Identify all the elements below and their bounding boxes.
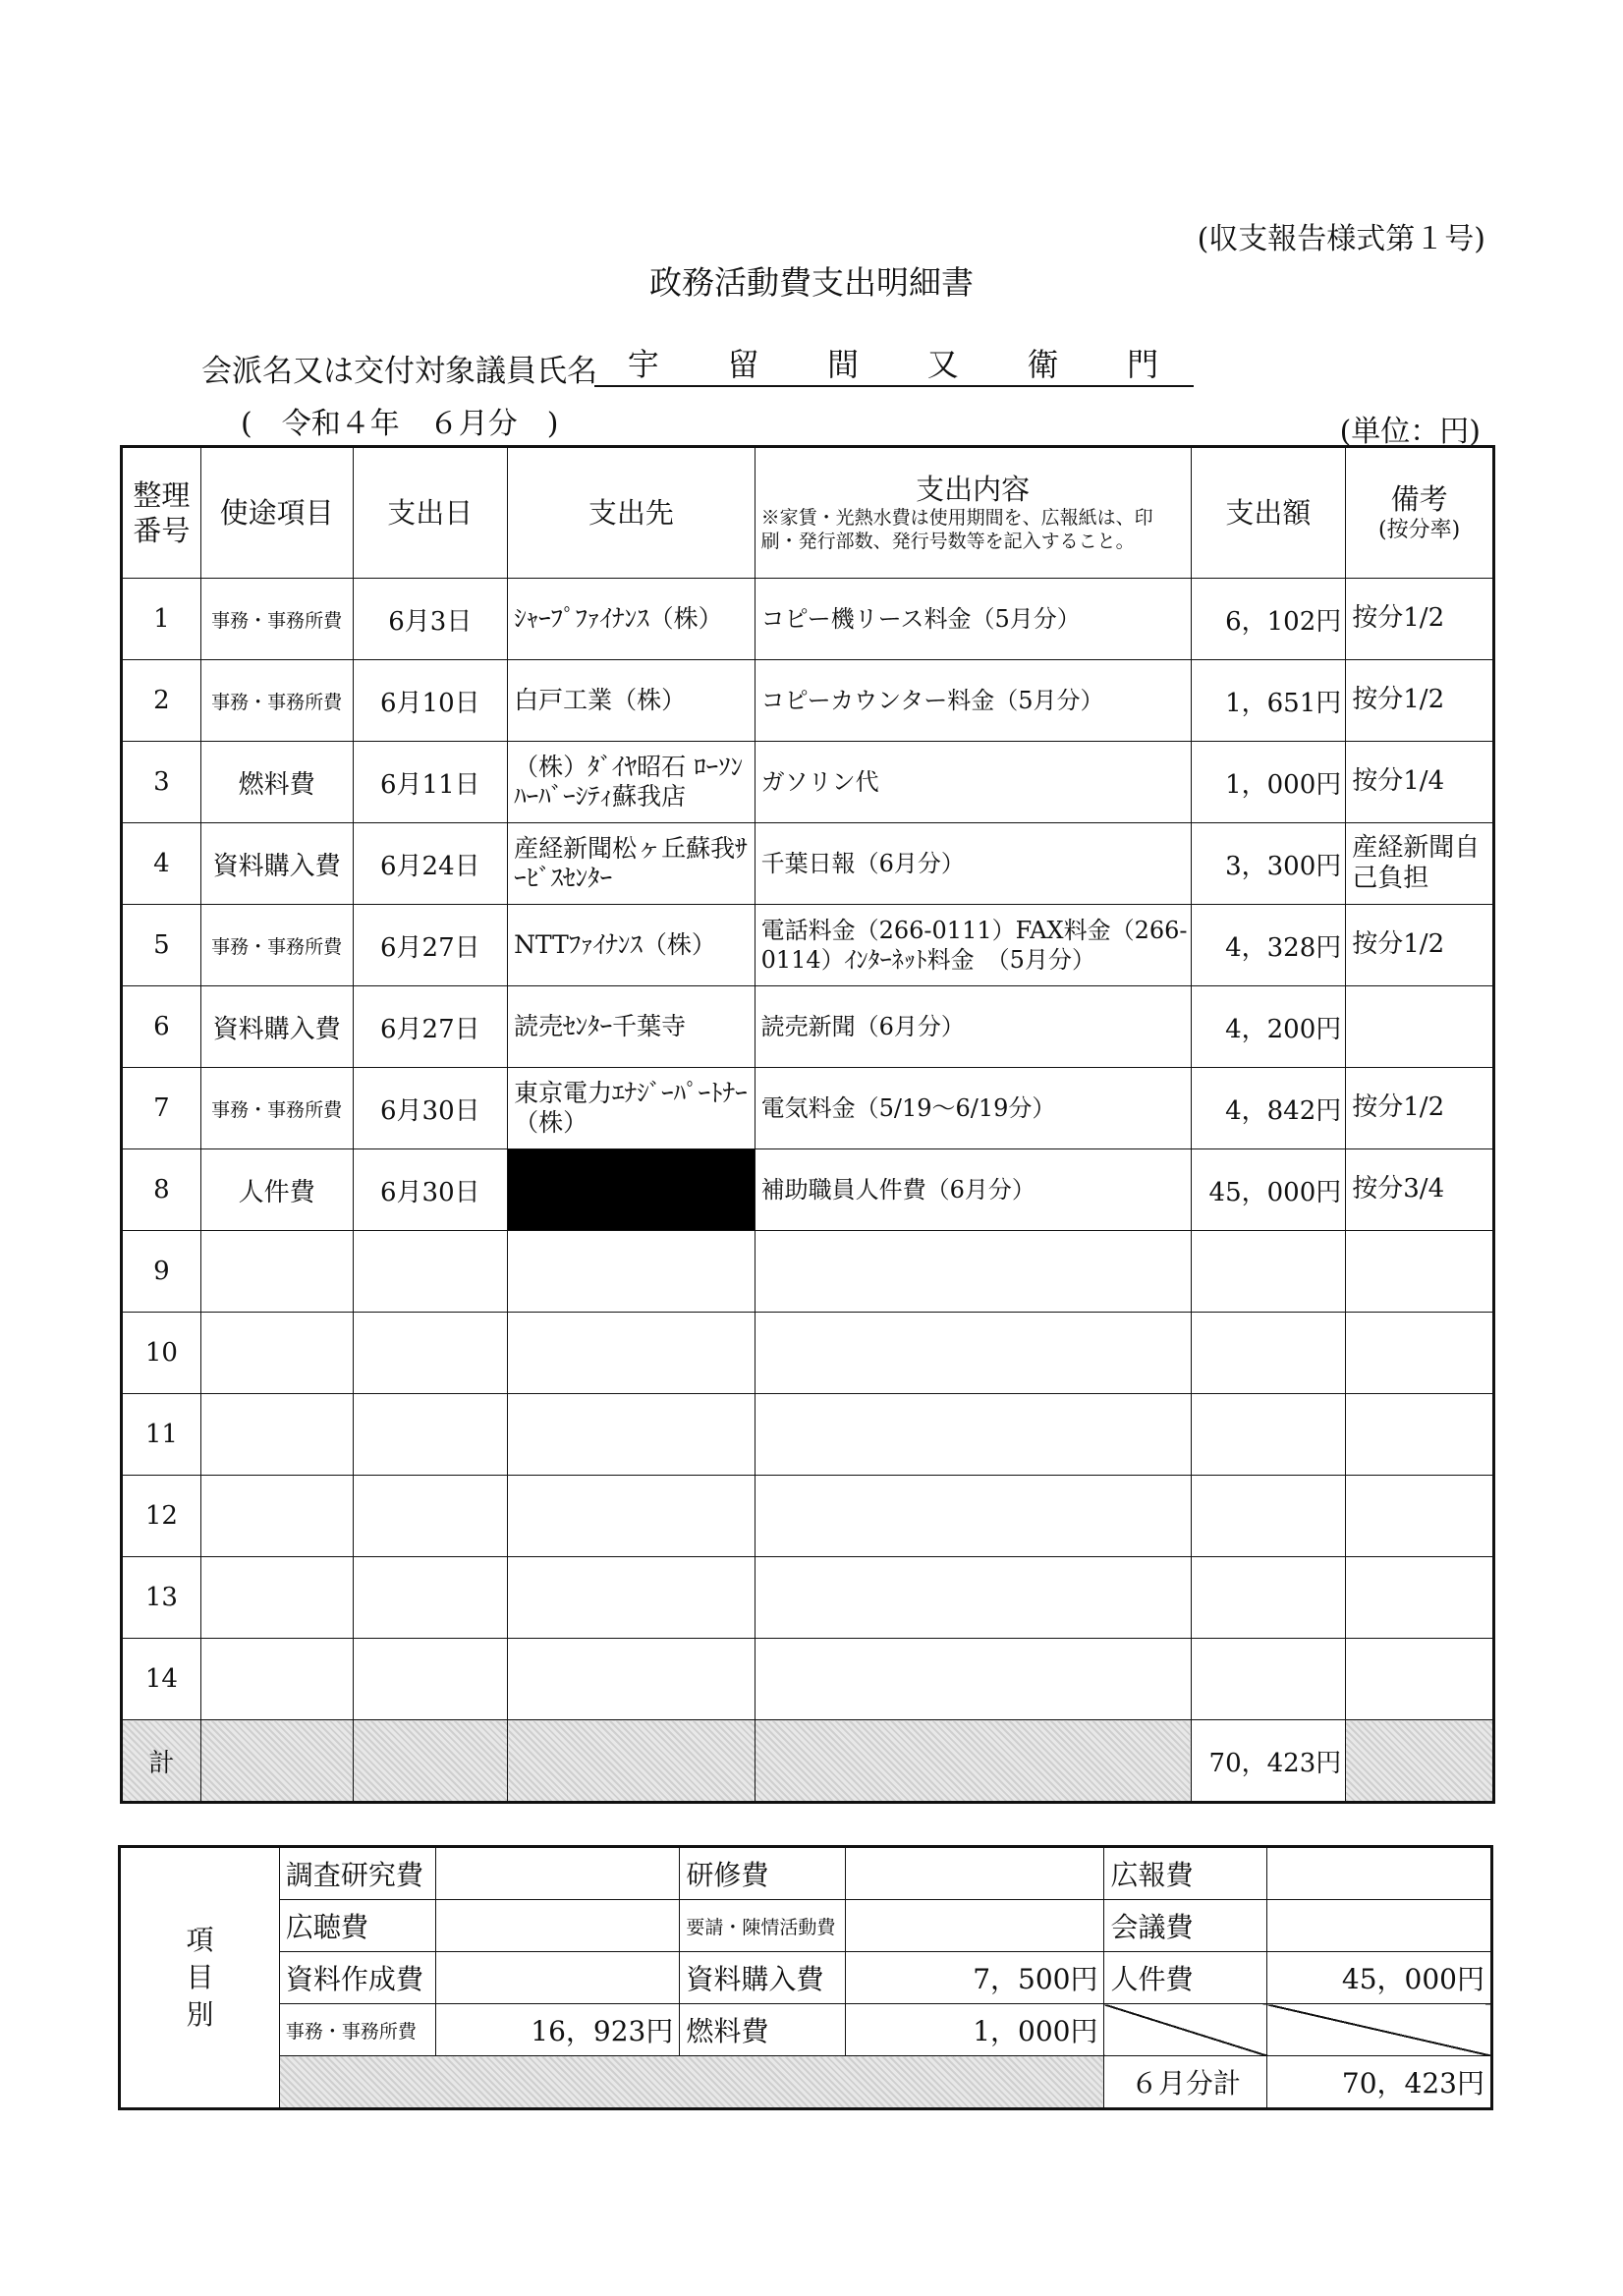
member-name-char: 衛 xyxy=(1027,346,1061,383)
row-number: 2 xyxy=(122,660,201,742)
row-amount xyxy=(1191,1557,1346,1639)
row-payee xyxy=(508,1313,755,1394)
row-note: 按分1/2 xyxy=(1346,660,1494,742)
row-payee xyxy=(508,1639,755,1720)
row-number: 1 xyxy=(122,579,201,660)
row-category: 事務・事務所費 xyxy=(200,1068,353,1149)
row-payee: 白戸工業（株） xyxy=(508,660,755,742)
row-amount xyxy=(1191,1476,1346,1557)
summary-label: 広報費 xyxy=(1104,1847,1267,1900)
row-date xyxy=(353,1231,508,1313)
row-amount: 1，651円 xyxy=(1191,660,1346,742)
summary-row xyxy=(120,1952,1492,2004)
row-amount: 6，102円 xyxy=(1191,579,1346,660)
header-note-sub: (按分率) xyxy=(1378,518,1461,543)
row-payee: ｼｬｰﾌﾟﾌｧｲﾅﾝｽ（株） xyxy=(508,579,755,660)
row-description: 補助職員人件費（6月分） xyxy=(755,1149,1191,1231)
table-row xyxy=(122,1394,1494,1476)
row-description xyxy=(755,1394,1191,1476)
row-amount xyxy=(1191,1639,1346,1720)
redacted-payee xyxy=(508,1149,755,1231)
row-number: 5 xyxy=(122,905,201,986)
table-row xyxy=(122,905,1494,986)
row-category xyxy=(200,1231,353,1313)
summary-side-label xyxy=(120,1847,280,2109)
row-description: 電話料金（266-0111）FAX料金（266-0114）ｲﾝﾀｰﾈｯﾄ料金 （5月分） xyxy=(755,905,1191,986)
row-date: 6月27日 xyxy=(353,905,508,986)
row-payee: NTTﾌｧｲﾅﾝｽ（株） xyxy=(508,905,755,986)
row-category: 資料購入費 xyxy=(200,823,353,905)
row-note: 按分1/4 xyxy=(1346,742,1494,823)
member-name-char: 又 xyxy=(926,346,961,383)
row-date xyxy=(353,1394,508,1476)
summary-label: 燃料費 xyxy=(680,2004,846,2056)
header-description-title: 支出内容 xyxy=(916,473,1031,507)
row-note xyxy=(1346,1394,1494,1476)
row-date xyxy=(353,1557,508,1639)
report-period: ( 令和４年 ６月分 ) xyxy=(241,407,559,441)
row-amount: 1，000円 xyxy=(1191,742,1346,823)
row-date: 6月11日 xyxy=(353,742,508,823)
row-date: 6月27日 xyxy=(353,986,508,1068)
summary-label: 研修費 xyxy=(680,1847,846,1900)
table-row xyxy=(122,1639,1494,1720)
table-row xyxy=(122,1313,1494,1394)
table-row xyxy=(122,660,1494,742)
row-note: 按分1/2 xyxy=(1346,579,1494,660)
row-note xyxy=(1346,1313,1494,1394)
summary-value: 7，500円 xyxy=(846,1952,1104,2004)
summary-row xyxy=(120,1900,1492,1952)
row-amount xyxy=(1191,1394,1346,1476)
row-note xyxy=(1346,1476,1494,1557)
row-note: 按分1/2 xyxy=(1346,1068,1494,1149)
member-name xyxy=(594,340,1194,387)
summary-row xyxy=(120,2004,1492,2056)
row-date xyxy=(353,1639,508,1720)
row-payee: 東京電力ｴﾅｼﾞｰﾊﾟｰﾄﾅｰ（株） xyxy=(508,1068,755,1149)
row-category: 燃料費 xyxy=(200,742,353,823)
row-payee xyxy=(508,1231,755,1313)
table-row xyxy=(122,1557,1494,1639)
row-number: 14 xyxy=(122,1639,201,1720)
row-category: 人件費 xyxy=(200,1149,353,1231)
row-number: 3 xyxy=(122,742,201,823)
row-description xyxy=(755,1557,1191,1639)
month-total-value: 70，423円 xyxy=(1267,2056,1492,2109)
form-number: (収支報告様式第１号) xyxy=(1197,222,1485,256)
row-amount: 4，842円 xyxy=(1191,1068,1346,1149)
row-date: 6月3日 xyxy=(353,579,508,660)
row-number: 13 xyxy=(122,1557,201,1639)
row-description xyxy=(755,1639,1191,1720)
row-description: 電気料金（5/19～6/19分） xyxy=(755,1068,1191,1149)
row-amount xyxy=(1191,1231,1346,1313)
header-description xyxy=(755,447,1191,579)
unit-label: (単位：円) xyxy=(1339,415,1481,449)
summary-value: 16，923円 xyxy=(435,2004,679,2056)
row-amount xyxy=(1191,1313,1346,1394)
header-category: 使途項目 xyxy=(200,447,353,579)
total-label: 計 xyxy=(122,1720,201,1803)
summary-table xyxy=(118,1845,1493,2110)
summary-label: 資料購入費 xyxy=(680,1952,846,2004)
diagonal-cell xyxy=(1267,2004,1492,2056)
summary-label: 資料作成費 xyxy=(279,1952,435,2004)
row-date: 6月30日 xyxy=(353,1068,508,1149)
summary-value: 1，000円 xyxy=(846,2004,1104,2056)
table-row xyxy=(122,1231,1494,1313)
row-date xyxy=(353,1313,508,1394)
row-payee xyxy=(508,1394,755,1476)
summary-label: 事務・事務所費 xyxy=(279,2004,435,2056)
row-payee xyxy=(508,1557,755,1639)
row-description xyxy=(755,1476,1191,1557)
row-number: 6 xyxy=(122,986,201,1068)
row-category xyxy=(200,1313,353,1394)
summary-shaded-cell xyxy=(279,2056,1104,2109)
row-amount: 4，200円 xyxy=(1191,986,1346,1068)
total-shaded-cell xyxy=(508,1720,755,1803)
row-description xyxy=(755,1313,1191,1394)
total-amount: 70，423円 xyxy=(1191,1720,1346,1803)
summary-value xyxy=(1267,1900,1492,1952)
row-note xyxy=(1346,986,1494,1068)
summary-value: 45，000円 xyxy=(1267,1952,1492,2004)
row-note: 按分1/2 xyxy=(1346,905,1494,986)
row-amount: 3，300円 xyxy=(1191,823,1346,905)
table-row xyxy=(122,986,1494,1068)
row-description: コピー機リース料金（5月分） xyxy=(755,579,1191,660)
row-number: 4 xyxy=(122,823,201,905)
row-category: 事務・事務所費 xyxy=(200,905,353,986)
row-amount: 4，328円 xyxy=(1191,905,1346,986)
row-number: 12 xyxy=(122,1476,201,1557)
summary-value xyxy=(435,1847,679,1900)
header-amount: 支出額 xyxy=(1191,447,1346,579)
summary-label: 人件費 xyxy=(1104,1952,1267,2004)
table-row xyxy=(122,1068,1494,1149)
summary-label: 広聴費 xyxy=(279,1900,435,1952)
row-date: 6月24日 xyxy=(353,823,508,905)
row-note xyxy=(1346,1231,1494,1313)
row-date: 6月10日 xyxy=(353,660,508,742)
row-payee: （株）ﾀﾞｲﾔ昭石 ﾛｰｿﾝﾊｰﾊﾞｰｼﾃｨ蘇我店 xyxy=(508,742,755,823)
total-row xyxy=(122,1720,1494,1803)
table-row xyxy=(122,579,1494,660)
header-note xyxy=(1346,447,1494,579)
header-no: 整理番号 xyxy=(122,447,201,579)
row-note xyxy=(1346,1639,1494,1720)
member-name-char: 門 xyxy=(1127,346,1161,383)
row-number: 11 xyxy=(122,1394,201,1476)
row-date xyxy=(353,1476,508,1557)
row-category: 事務・事務所費 xyxy=(200,579,353,660)
summary-row xyxy=(120,2056,1492,2109)
row-number: 10 xyxy=(122,1313,201,1394)
member-name-char: 間 xyxy=(827,346,862,383)
header-note-title: 備考 xyxy=(1390,482,1448,517)
row-payee: 読売ｾﾝﾀｰ千葉寺 xyxy=(508,986,755,1068)
row-description: ガソリン代 xyxy=(755,742,1191,823)
row-category: 事務・事務所費 xyxy=(200,660,353,742)
row-category xyxy=(200,1394,353,1476)
row-number: 7 xyxy=(122,1068,201,1149)
table-row xyxy=(122,823,1494,905)
member-name-char: 留 xyxy=(727,346,761,383)
member-name-char: 宇 xyxy=(627,346,661,383)
row-payee xyxy=(508,1476,755,1557)
header-date: 支出日 xyxy=(353,447,508,579)
row-note: 産経新聞自己負担 xyxy=(1346,823,1494,905)
document-title: 政務活動費支出明細書 xyxy=(649,263,974,302)
table-row xyxy=(122,742,1494,823)
row-description: 読売新聞（6月分） xyxy=(755,986,1191,1068)
header-description-note: ※家賃・光熱水費は使用期間を、広報紙は、印刷・発行部数、発行号数等を記入すること。 xyxy=(760,507,1153,553)
summary-label: 会議費 xyxy=(1104,1900,1267,1952)
member-label: 会派名又は交付対象議員氏名 xyxy=(201,354,597,389)
summary-value xyxy=(846,1847,1104,1900)
summary-label: 要請・陳情活動費 xyxy=(680,1900,846,1952)
summary-value xyxy=(846,1900,1104,1952)
total-shaded-cell xyxy=(353,1720,508,1803)
summary-value xyxy=(1267,1847,1492,1900)
row-category: 資料購入費 xyxy=(200,986,353,1068)
row-note: 按分3/4 xyxy=(1346,1149,1494,1231)
row-note xyxy=(1346,1557,1494,1639)
summary-label: 調査研究費 xyxy=(279,1847,435,1900)
row-number: 9 xyxy=(122,1231,201,1313)
row-date: 6月30日 xyxy=(353,1149,508,1231)
row-number: 8 xyxy=(122,1149,201,1231)
total-shaded-cell xyxy=(200,1720,353,1803)
row-description xyxy=(755,1231,1191,1313)
row-amount: 45，000円 xyxy=(1191,1149,1346,1231)
table-row xyxy=(122,1149,1494,1231)
table-row xyxy=(122,1476,1494,1557)
summary-value xyxy=(435,1952,679,2004)
header-payee: 支出先 xyxy=(508,447,755,579)
total-shaded-cell xyxy=(1346,1720,1494,1803)
summary-side-label-text: 項目別 xyxy=(186,1924,214,2031)
month-total-label: ６月分計 xyxy=(1104,2056,1267,2109)
row-payee: 産経新聞松ヶ丘蘇我ｻｰﾋﾞｽｾﾝﾀｰ xyxy=(508,823,755,905)
row-category xyxy=(200,1639,353,1720)
diagonal-cell xyxy=(1104,2004,1267,2056)
row-description: コピーカウンター料金（5月分） xyxy=(755,660,1191,742)
summary-row xyxy=(120,1847,1492,1900)
row-category xyxy=(200,1557,353,1639)
row-description: 千葉日報（6月分） xyxy=(755,823,1191,905)
summary-value xyxy=(435,1900,679,1952)
table-header-row xyxy=(122,447,1494,579)
expense-table xyxy=(120,445,1495,1804)
row-category xyxy=(200,1476,353,1557)
total-shaded-cell xyxy=(755,1720,1191,1803)
